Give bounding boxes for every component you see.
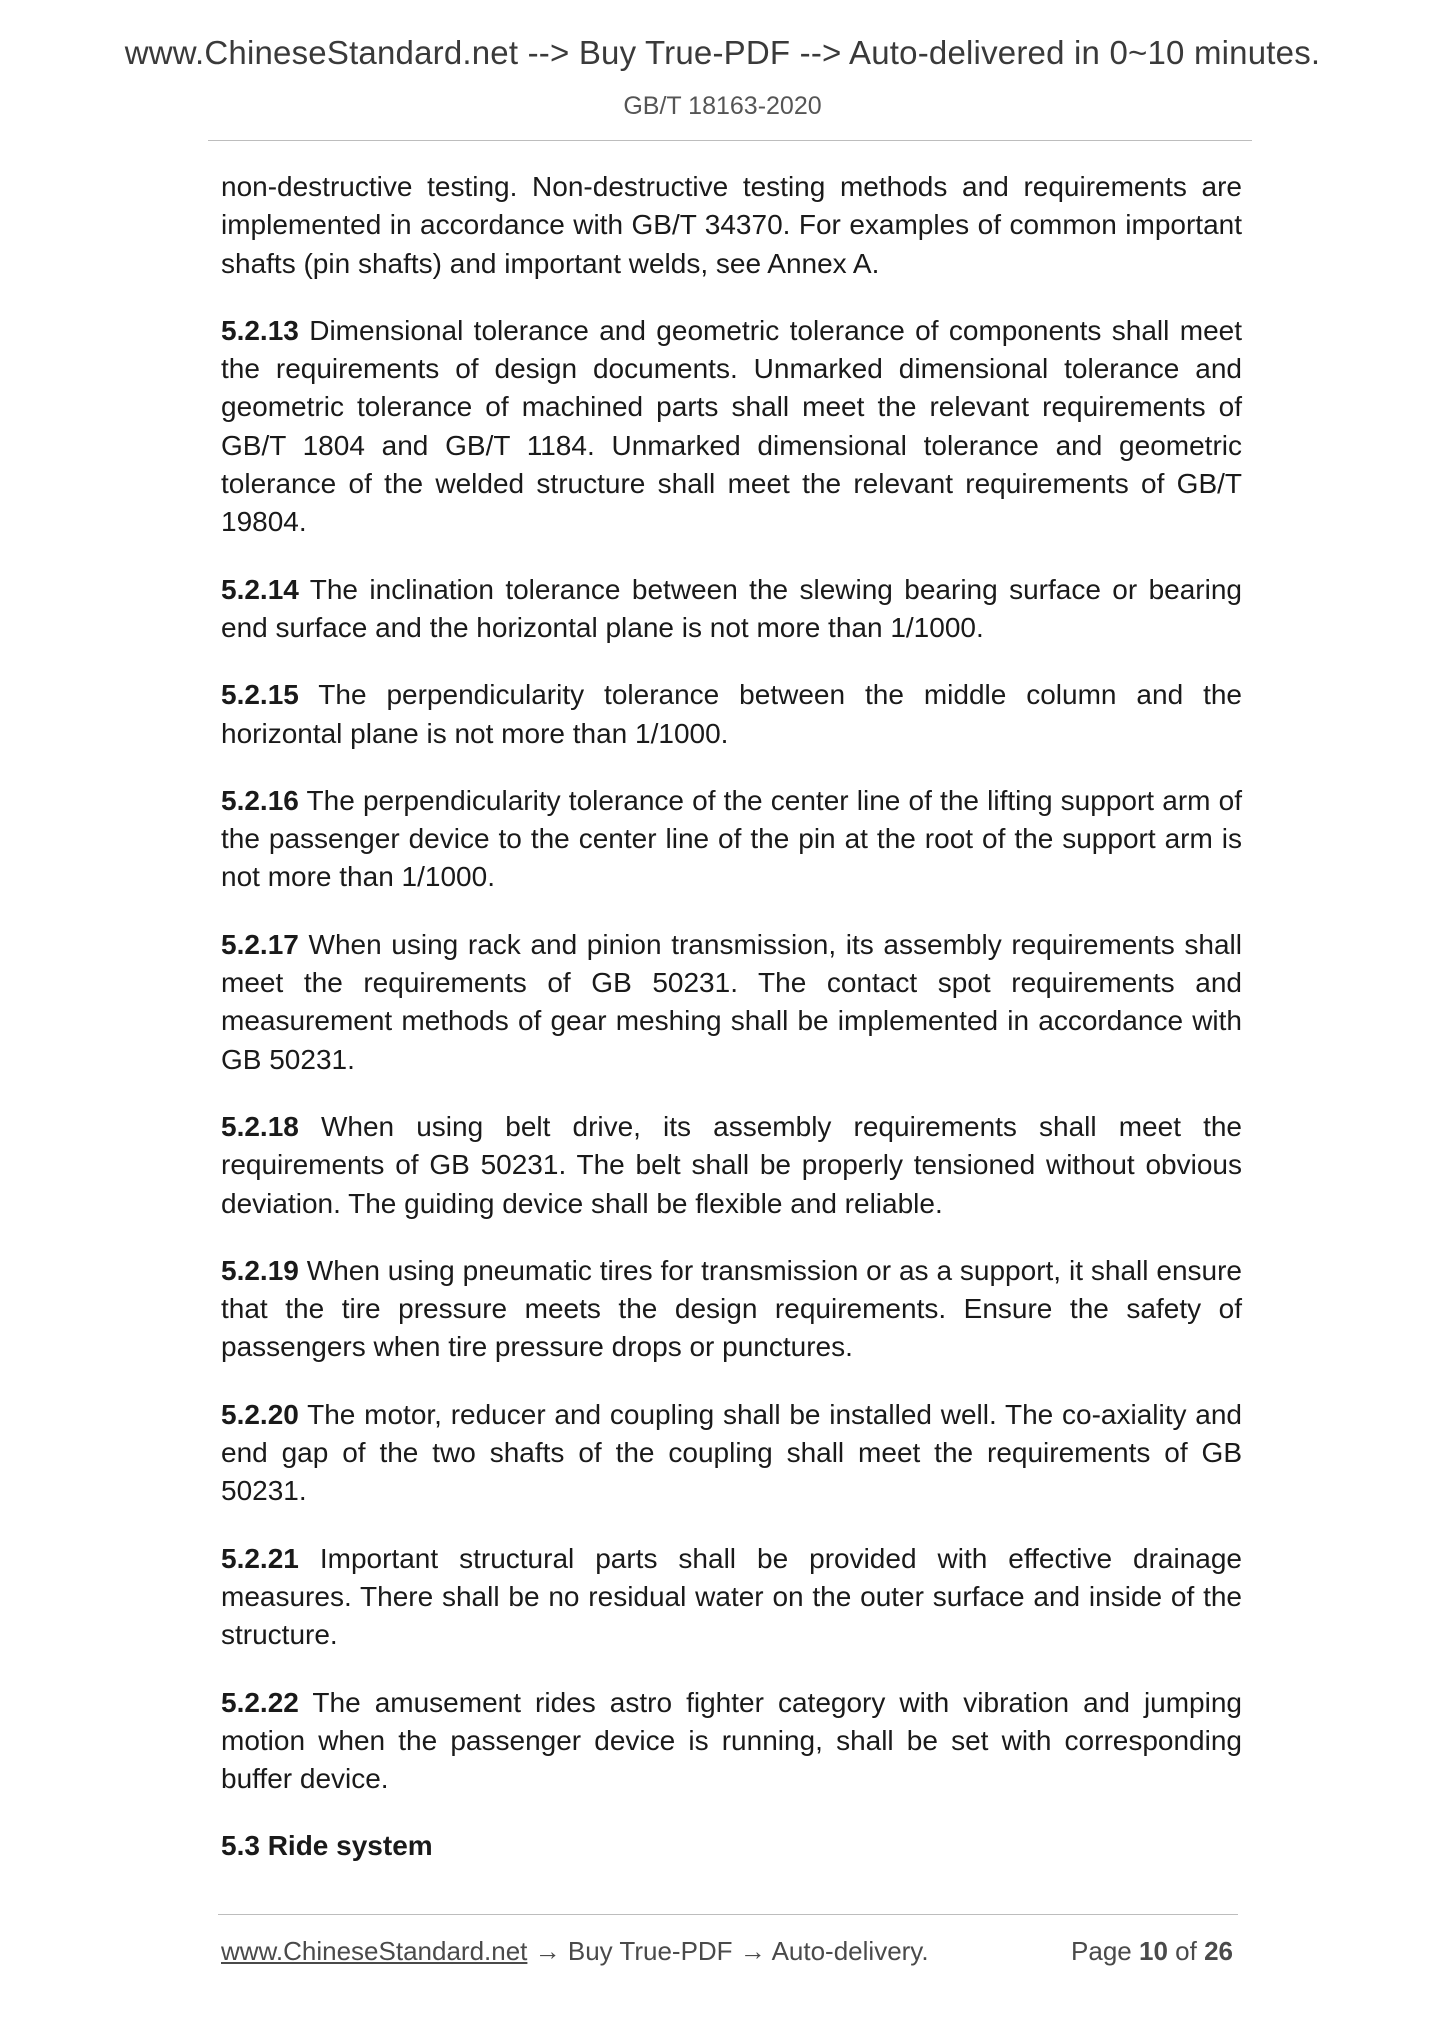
footer-site-link[interactable]: www.ChineseStandard.net xyxy=(221,1936,528,1966)
clause-5-2-15 xyxy=(221,676,1242,753)
clause-text: When using pneumatic tires for transmission or as a support, it shall ensure that the tire pressure meets the design requirements. Ensure the safety of passengers when tire pressure drops or punctures. xyxy=(221,1254,1242,1363)
clause-5-2-13 xyxy=(221,312,1242,542)
clause-number: 5.2.13 xyxy=(221,314,299,346)
clause-text: When using rack and pinion transmission, its assembly requirements shall meet the requirements of GB 50231. The contact spot requirements and measurement methods of gear meshing shall be implemented in accordance with GB 50231. xyxy=(221,928,1242,1075)
header-divider xyxy=(208,140,1252,141)
clause-5-2-17 xyxy=(221,926,1242,1079)
clause-5-2-22 xyxy=(221,1684,1242,1799)
clause-5-2-21 xyxy=(221,1540,1242,1655)
footer-left xyxy=(221,1936,929,1967)
clause-text: The amusement rides astro fighter category with vibration and jumping motion when the passenger device is running, shall be set with corresponding buffer device. xyxy=(221,1686,1242,1795)
clause-text: Important structural parts shall be provided with effective drainage measures. There shall be no residual water on the outer surface and inside of the structure. xyxy=(221,1542,1242,1651)
clause-5-2-19 xyxy=(221,1252,1242,1367)
clause-text: The motor, reducer and coupling shall be installed well. The co-axiality and end gap of the two shafts of the coupling shall meet the requirements of GB 50231. xyxy=(221,1398,1242,1507)
standard-code: GB/T 18163-2020 xyxy=(623,92,822,120)
page-content xyxy=(221,168,1242,1866)
footer-divider xyxy=(218,1914,1238,1915)
clause-5-2-18 xyxy=(221,1108,1242,1223)
page-total: 26 xyxy=(1204,1936,1233,1966)
clause-number: 5.2.19 xyxy=(221,1254,299,1286)
top-banner: www.ChineseStandard.net --> Buy True-PDF --> Auto-delivered in 0~10 minutes. xyxy=(124,34,1321,71)
clause-number: 5.2.18 xyxy=(221,1110,299,1142)
of-label: of xyxy=(1175,1936,1197,1966)
intro-paragraph: non-destructive testing. Non-destructive testing methods and requirements are implemented in accordance with GB/T 34370. For examples of common important shafts (pin shafts) and important welds, see Annex A. xyxy=(221,171,1242,279)
page-label: Page xyxy=(1071,1936,1132,1966)
page-current: 10 xyxy=(1139,1936,1168,1966)
clause-text: Dimensional tolerance and geometric tolerance of components shall meet the requirements of design documents. Unmarked dimensional tolerance and geometric tolerance of machined parts shall meet the relevant requirements of GB/T 1804 and GB/T 1184. Unmarked dimensional tolerance and geometric tolerance of the welded structure shall meet the relevant requirements of GB/T 19804. xyxy=(221,314,1242,538)
clause-number: 5.2.16 xyxy=(221,784,299,816)
clause-text: The perpendicularity tolerance of the center line of the lifting support arm of the passenger device to the center line of the pin at the root of the support arm is not more than 1/1000. xyxy=(221,784,1242,893)
clause-text: The inclination tolerance between the slewing bearing surface or bearing end surface and the horizontal plane is not more than 1/1000. xyxy=(221,573,1242,643)
clause-number: 5.2.21 xyxy=(221,1542,299,1574)
clause-text: The perpendicularity tolerance between the middle column and the horizontal plane is not more than 1/1000. xyxy=(221,679,1242,749)
clause-text: When using belt drive, its assembly requirements shall meet the requirements of GB 50231. The belt shall be properly tensioned without obvious deviation. The guiding device shall be flexible and reliable. xyxy=(221,1110,1242,1219)
clause-number: 5.2.15 xyxy=(221,679,299,711)
clause-5-2-16 xyxy=(221,782,1242,897)
section-heading: 5.3 Ride system xyxy=(221,1830,433,1862)
clause-number: 5.2.22 xyxy=(221,1686,299,1718)
clause-number: 5.2.14 xyxy=(221,573,299,605)
clause-number: 5.2.17 xyxy=(221,928,299,960)
clause-number: 5.2.20 xyxy=(221,1398,299,1430)
page-number xyxy=(1071,1936,1233,1967)
clause-5-2-20 xyxy=(221,1396,1242,1511)
clause-5-2-14 xyxy=(221,571,1242,648)
footer-tagline: → Buy True-PDF → Auto-delivery. xyxy=(527,1936,929,1966)
